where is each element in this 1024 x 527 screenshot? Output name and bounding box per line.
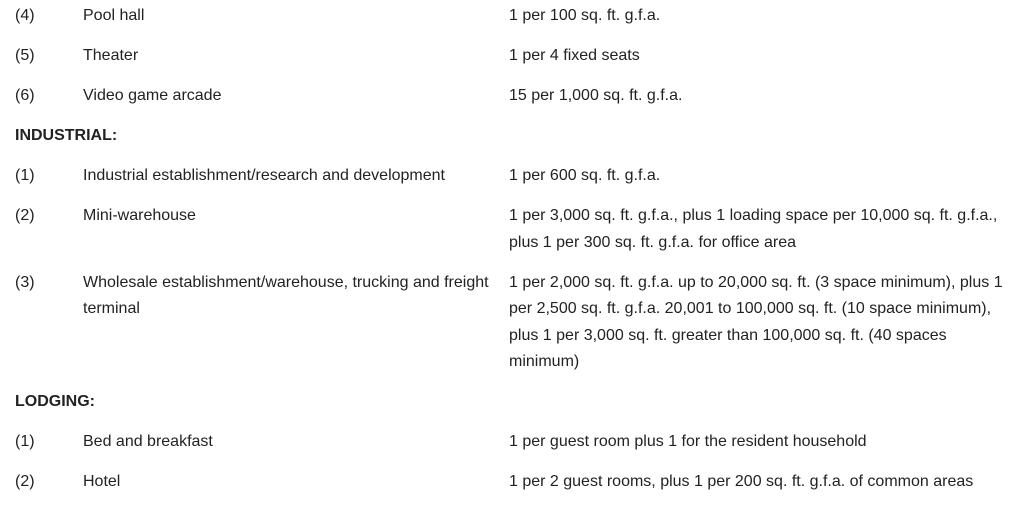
land-use: Pool hall: [83, 7, 145, 24]
item-number: (2): [15, 473, 35, 490]
section-heading-lodging: LODGING:: [15, 393, 95, 410]
item-number: (5): [15, 47, 35, 64]
table-row: [0, 203, 1024, 270]
item-number: (2): [15, 207, 35, 224]
parking-requirement: 15 per 1,000 sq. ft. g.f.a.: [509, 87, 683, 104]
parking-requirement: 1 per 600 sq. ft. g.f.a.: [509, 167, 661, 184]
table-row: [0, 163, 1024, 203]
item-number: (6): [15, 87, 35, 104]
table-row: [0, 469, 1024, 509]
table-row: [0, 83, 1024, 123]
item-number: (1): [15, 167, 35, 184]
land-use: Industrial establishment/research and development: [83, 167, 445, 184]
item-number: (3): [15, 273, 35, 291]
land-use: Bed and breakfast: [83, 433, 213, 450]
table-row: [0, 270, 1024, 390]
land-use: Video game arcade: [83, 87, 222, 104]
land-use: Hotel: [83, 473, 121, 490]
item-number: (4): [15, 7, 35, 24]
parking-requirement: 1 per 2 guest rooms, plus 1 per 200 sq. ft. g.f.a. of common areas: [509, 473, 974, 490]
section-heading-industrial: INDUSTRIAL:: [15, 127, 118, 144]
parking-requirement: 1 per 4 fixed seats: [509, 47, 640, 64]
item-number: (1): [15, 433, 35, 450]
parking-requirement: 1 per guest room plus 1 for the resident household: [509, 433, 867, 450]
parking-requirement: 1 per 2,000 sq. ft. g.f.a. up to 20,000 sq. ft. (3 space minimum), plus 1 per 2,500 sq. ft. g.f.a. 20,001 to 100,000 sq. ft. (10 space minimum), plus 1 per 3,000 sq. ft. greater than 100,000 sq. ft. (40 spaces minimum): [509, 273, 1003, 370]
table-row: [0, 3, 1024, 43]
land-use: Theater: [83, 47, 139, 64]
land-use: Mini-warehouse: [83, 207, 196, 224]
table-row: [0, 43, 1024, 83]
parking-requirement: 1 per 3,000 sq. ft. g.f.a., plus 1 loading space per 10,000 sq. ft. g.f.a., plus 1 per 300 sq. ft. g.f.a. for office area: [509, 207, 998, 251]
table-row: [0, 429, 1024, 469]
land-use: Wholesale establishment/warehouse, trucking and freight terminal: [83, 273, 489, 317]
parking-requirement: 1 per 100 sq. ft. g.f.a.: [509, 7, 661, 24]
